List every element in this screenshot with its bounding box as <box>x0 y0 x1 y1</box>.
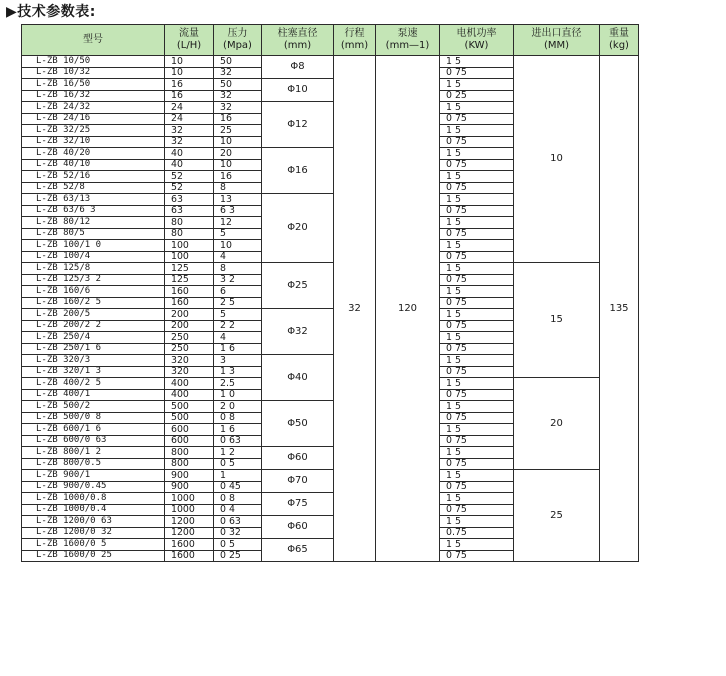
motor-power-cell: 1 5 <box>440 102 514 114</box>
model-cell: L-ZB 600/0 63 <box>22 435 165 447</box>
model-cell: L-ZB 320/3 <box>22 355 165 367</box>
pressure-cell: 50 <box>214 79 262 91</box>
flow-cell: 1600 <box>165 550 214 562</box>
plunger-diameter-cell: Φ40 <box>262 355 334 401</box>
table-row <box>22 56 639 68</box>
pressure-cell: 2.5 <box>214 378 262 390</box>
header-port-diameter: 进出口直径 (MM) <box>514 25 600 56</box>
motor-power-cell: 0 75 <box>440 113 514 125</box>
flow-cell: 16 <box>165 90 214 102</box>
flow-cell: 80 <box>165 228 214 240</box>
flow-cell: 1200 <box>165 527 214 539</box>
model-cell: L-ZB 320/1 3 <box>22 366 165 378</box>
motor-power-cell: 1 5 <box>440 447 514 459</box>
flow-cell: 600 <box>165 435 214 447</box>
model-cell: L-ZB 100/4 <box>22 251 165 263</box>
plunger-diameter-cell: Φ20 <box>262 194 334 263</box>
motor-power-cell: 1 5 <box>440 309 514 321</box>
table-row <box>22 470 639 482</box>
motor-power-cell: 1 5 <box>440 240 514 252</box>
motor-power-cell: 1 5 <box>440 470 514 482</box>
flow-cell: 500 <box>165 401 214 413</box>
model-cell: L-ZB 125/3 2 <box>22 274 165 286</box>
port-diameter-cell: 15 <box>514 263 600 378</box>
pressure-cell: 0 32 <box>214 527 262 539</box>
model-cell: L-ZB 10/32 <box>22 67 165 79</box>
pressure-cell: 1 6 <box>214 424 262 436</box>
motor-power-cell: 1 5 <box>440 424 514 436</box>
model-cell: L-ZB 160/6 <box>22 286 165 298</box>
pressure-cell: 12 <box>214 217 262 229</box>
motor-power-cell: 0 75 <box>440 343 514 355</box>
flow-cell: 32 <box>165 125 214 137</box>
model-cell: L-ZB 900/0.45 <box>22 481 165 493</box>
flow-cell: 500 <box>165 412 214 424</box>
model-cell: L-ZB 52/8 <box>22 182 165 194</box>
flow-cell: 10 <box>165 67 214 79</box>
pressure-cell: 0 25 <box>214 550 262 562</box>
pressure-cell: 0 8 <box>214 412 262 424</box>
header-plunger-diameter: 柱塞直径 (mm) <box>262 25 334 56</box>
pressure-cell: 1 3 <box>214 366 262 378</box>
model-cell: L-ZB 250/1 6 <box>22 343 165 355</box>
model-cell: L-ZB 250/4 <box>22 332 165 344</box>
header-pump-speed: 泵速 (mm—1) <box>376 25 440 56</box>
pressure-cell: 1 0 <box>214 389 262 401</box>
pressure-cell: 1 2 <box>214 447 262 459</box>
flow-cell: 160 <box>165 297 214 309</box>
pressure-cell: 0 63 <box>214 516 262 528</box>
pressure-cell: 50 <box>214 56 262 68</box>
flow-cell: 32 <box>165 136 214 148</box>
model-cell: L-ZB 500/0 8 <box>22 412 165 424</box>
flow-cell: 1000 <box>165 493 214 505</box>
model-cell: L-ZB 1200/0 32 <box>22 527 165 539</box>
flow-cell: 16 <box>165 79 214 91</box>
flow-cell: 400 <box>165 389 214 401</box>
plunger-diameter-cell: Φ75 <box>262 493 334 516</box>
header-weight: 重量 (kg) <box>600 25 639 56</box>
flow-cell: 10 <box>165 56 214 68</box>
motor-power-cell: 0 75 <box>440 251 514 263</box>
pressure-cell: 1 <box>214 470 262 482</box>
motor-power-cell: 0.75 <box>440 527 514 539</box>
motor-power-cell: 0 75 <box>440 435 514 447</box>
model-cell: L-ZB 900/1 <box>22 470 165 482</box>
pressure-cell: 0 5 <box>214 539 262 551</box>
motor-power-cell: 0 75 <box>440 297 514 309</box>
model-cell: L-ZB 500/2 <box>22 401 165 413</box>
flow-cell: 125 <box>165 263 214 275</box>
flow-cell: 1000 <box>165 504 214 516</box>
pressure-cell: 8 <box>214 263 262 275</box>
motor-power-cell: 1 5 <box>440 194 514 206</box>
motor-power-cell: 1 5 <box>440 493 514 505</box>
motor-power-cell: 0 75 <box>440 389 514 401</box>
flow-cell: 63 <box>165 205 214 217</box>
model-cell: L-ZB 24/16 <box>22 113 165 125</box>
pressure-cell: 10 <box>214 159 262 171</box>
model-cell: L-ZB 10/50 <box>22 56 165 68</box>
pressure-cell: 16 <box>214 171 262 183</box>
plunger-diameter-cell: Φ25 <box>262 263 334 309</box>
flow-cell: 320 <box>165 355 214 367</box>
pressure-cell: 0 4 <box>214 504 262 516</box>
flow-cell: 600 <box>165 424 214 436</box>
model-cell: L-ZB 80/12 <box>22 217 165 229</box>
pressure-cell: 2 5 <box>214 297 262 309</box>
motor-power-cell: 0 75 <box>440 159 514 171</box>
motor-power-cell: 1 5 <box>440 286 514 298</box>
header-stroke: 行程 (mm) <box>334 25 376 56</box>
pressure-cell: 0 8 <box>214 493 262 505</box>
motor-power-cell: 0 75 <box>440 366 514 378</box>
motor-power-cell: 0 75 <box>440 67 514 79</box>
model-cell: L-ZB 125/8 <box>22 263 165 275</box>
pressure-cell: 5 <box>214 309 262 321</box>
pressure-cell: 13 <box>214 194 262 206</box>
model-cell: L-ZB 1200/0 63 <box>22 516 165 528</box>
flow-cell: 125 <box>165 274 214 286</box>
flow-cell: 40 <box>165 159 214 171</box>
header-model: 型号 <box>22 25 165 56</box>
model-cell: L-ZB 800/0.5 <box>22 458 165 470</box>
motor-power-cell: 0 75 <box>440 504 514 516</box>
model-cell: L-ZB 1600/0 5 <box>22 539 165 551</box>
flow-cell: 800 <box>165 447 214 459</box>
pressure-cell: 0 45 <box>214 481 262 493</box>
motor-power-cell: 1 5 <box>440 378 514 390</box>
motor-power-cell: 1 5 <box>440 263 514 275</box>
motor-power-cell: 0 75 <box>440 136 514 148</box>
port-diameter-cell: 25 <box>514 470 600 562</box>
model-cell: L-ZB 200/2 2 <box>22 320 165 332</box>
motor-power-cell: 1 5 <box>440 401 514 413</box>
motor-power-cell: 1 5 <box>440 125 514 137</box>
flow-cell: 1600 <box>165 539 214 551</box>
model-cell: L-ZB 32/10 <box>22 136 165 148</box>
model-cell: L-ZB 80/5 <box>22 228 165 240</box>
motor-power-cell: 1 5 <box>440 79 514 91</box>
motor-power-cell: 0 75 <box>440 412 514 424</box>
motor-power-cell: 1 5 <box>440 539 514 551</box>
pressure-cell: 3 <box>214 355 262 367</box>
model-cell: L-ZB 52/16 <box>22 171 165 183</box>
pressure-cell: 8 <box>214 182 262 194</box>
plunger-diameter-cell: Φ65 <box>262 539 334 562</box>
plunger-diameter-cell: Φ8 <box>262 56 334 79</box>
flow-cell: 1200 <box>165 516 214 528</box>
port-diameter-cell: 10 <box>514 56 600 263</box>
model-cell: L-ZB 100/1 0 <box>22 240 165 252</box>
model-cell: L-ZB 200/5 <box>22 309 165 321</box>
plunger-diameter-cell: Φ16 <box>262 148 334 194</box>
model-cell: L-ZB 400/2 5 <box>22 378 165 390</box>
header-row <box>22 25 639 56</box>
flow-cell: 200 <box>165 309 214 321</box>
motor-power-cell: 1 5 <box>440 516 514 528</box>
model-cell: L-ZB 40/20 <box>22 148 165 160</box>
pressure-cell: 20 <box>214 148 262 160</box>
pressure-cell: 3 2 <box>214 274 262 286</box>
motor-power-cell: 0 75 <box>440 550 514 562</box>
flow-cell: 250 <box>165 332 214 344</box>
pressure-cell: 16 <box>214 113 262 125</box>
model-cell: L-ZB 1600/0 25 <box>22 550 165 562</box>
header-pressure: 压力 (Mpa) <box>214 25 262 56</box>
plunger-diameter-cell: Φ12 <box>262 102 334 148</box>
pressure-cell: 6 3 <box>214 205 262 217</box>
flow-cell: 24 <box>165 102 214 114</box>
flow-cell: 100 <box>165 240 214 252</box>
pressure-cell: 32 <box>214 90 262 102</box>
model-cell: L-ZB 32/25 <box>22 125 165 137</box>
plunger-diameter-cell: Φ60 <box>262 447 334 470</box>
pressure-cell: 2 0 <box>214 401 262 413</box>
motor-power-cell: 0 75 <box>440 182 514 194</box>
motor-power-cell: 1 5 <box>440 56 514 68</box>
flow-cell: 63 <box>165 194 214 206</box>
spec-table <box>21 24 639 562</box>
pressure-cell: 6 <box>214 286 262 298</box>
motor-power-cell: 0 75 <box>440 274 514 286</box>
flow-cell: 250 <box>165 343 214 355</box>
model-cell: L-ZB 1000/0.8 <box>22 493 165 505</box>
pressure-cell: 0 5 <box>214 458 262 470</box>
plunger-diameter-cell: Φ60 <box>262 516 334 539</box>
motor-power-cell: 0 75 <box>440 228 514 240</box>
flow-cell: 900 <box>165 470 214 482</box>
plunger-diameter-cell: Φ10 <box>262 79 334 102</box>
pressure-cell: 4 <box>214 251 262 263</box>
motor-power-cell: 1 5 <box>440 171 514 183</box>
stroke-cell: 32 <box>334 56 376 562</box>
pressure-cell: 32 <box>214 67 262 79</box>
motor-power-cell: 0 25 <box>440 90 514 102</box>
motor-power-cell: 1 5 <box>440 148 514 160</box>
model-cell: L-ZB 63/13 <box>22 194 165 206</box>
pump-speed-cell: 120 <box>376 56 440 562</box>
motor-power-cell: 0 75 <box>440 458 514 470</box>
pressure-cell: 1 6 <box>214 343 262 355</box>
model-cell: L-ZB 400/1 <box>22 389 165 401</box>
flow-cell: 80 <box>165 217 214 229</box>
plunger-diameter-cell: Φ50 <box>262 401 334 447</box>
header-flow: 流量 (L/H) <box>165 25 214 56</box>
model-cell: L-ZB 160/2 5 <box>22 297 165 309</box>
flow-cell: 400 <box>165 378 214 390</box>
flow-cell: 52 <box>165 182 214 194</box>
plunger-diameter-cell: Φ70 <box>262 470 334 493</box>
flow-cell: 800 <box>165 458 214 470</box>
flow-cell: 52 <box>165 171 214 183</box>
motor-power-cell: 0 75 <box>440 320 514 332</box>
header-motor-power: 电机功率 (KW) <box>440 25 514 56</box>
model-cell: L-ZB 800/1 2 <box>22 447 165 459</box>
motor-power-cell: 1 5 <box>440 217 514 229</box>
weight-cell: 135 <box>600 56 639 562</box>
table-row <box>22 263 639 275</box>
plunger-diameter-cell: Φ32 <box>262 309 334 355</box>
pressure-cell: 5 <box>214 228 262 240</box>
motor-power-cell: 1 5 <box>440 332 514 344</box>
port-diameter-cell: 20 <box>514 378 600 470</box>
motor-power-cell: 0 75 <box>440 205 514 217</box>
page-title: ▶技术参数表: <box>6 4 96 20</box>
flow-cell: 100 <box>165 251 214 263</box>
pressure-cell: 25 <box>214 125 262 137</box>
model-cell: L-ZB 16/32 <box>22 90 165 102</box>
pressure-cell: 2 2 <box>214 320 262 332</box>
flow-cell: 24 <box>165 113 214 125</box>
pressure-cell: 4 <box>214 332 262 344</box>
model-cell: L-ZB 24/32 <box>22 102 165 114</box>
flow-cell: 200 <box>165 320 214 332</box>
pressure-cell: 32 <box>214 102 262 114</box>
pressure-cell: 10 <box>214 240 262 252</box>
motor-power-cell: 0 75 <box>440 481 514 493</box>
flow-cell: 900 <box>165 481 214 493</box>
flow-cell: 160 <box>165 286 214 298</box>
pressure-cell: 10 <box>214 136 262 148</box>
motor-power-cell: 1 5 <box>440 355 514 367</box>
model-cell: L-ZB 63/6 3 <box>22 205 165 217</box>
model-cell: L-ZB 16/50 <box>22 79 165 91</box>
model-cell: L-ZB 1000/0.4 <box>22 504 165 516</box>
model-cell: L-ZB 40/10 <box>22 159 165 171</box>
pressure-cell: 0 63 <box>214 435 262 447</box>
model-cell: L-ZB 600/1 6 <box>22 424 165 436</box>
flow-cell: 40 <box>165 148 214 160</box>
flow-cell: 320 <box>165 366 214 378</box>
